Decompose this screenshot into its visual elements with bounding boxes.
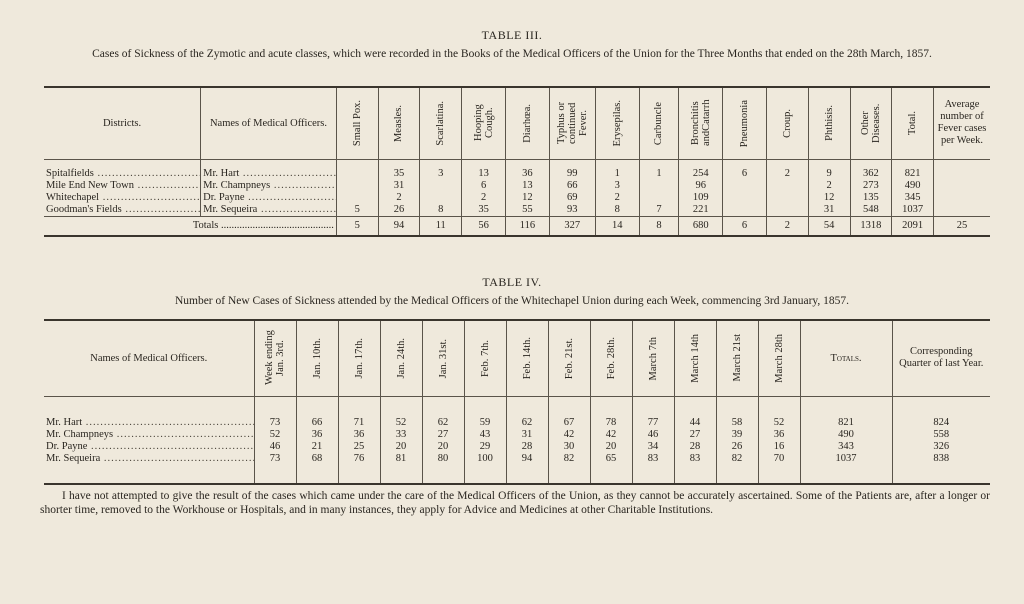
table-cell: 46 <box>254 441 296 453</box>
table-cell: 2 <box>595 192 639 204</box>
header-erysipelas: Erysepilas. <box>611 100 623 147</box>
table-cell: 55 <box>505 204 549 217</box>
table-cell: 81 <box>380 453 422 465</box>
table-cell: 20 <box>422 441 464 453</box>
table-cell: 66 <box>549 180 595 192</box>
table-cell: 2 <box>766 168 808 180</box>
table-row <box>44 204 990 217</box>
total-cell: 54 <box>808 216 850 236</box>
table-iii-header-row <box>44 87 990 159</box>
header-week: Feb. 7th. <box>479 339 491 377</box>
table-cell: 2 <box>808 180 850 192</box>
table-cell: 42 <box>590 429 632 441</box>
officer-name: Mr. Hart ..... <box>201 168 337 180</box>
header-diarrhoea: Diarhœa. <box>521 103 533 143</box>
table-cell: 26 <box>378 204 420 217</box>
table-cell: 16 <box>758 441 800 453</box>
total-cell: 8 <box>639 216 679 236</box>
table-cell: 6 <box>462 180 506 192</box>
table-cell: 1 <box>639 168 679 180</box>
header-week: Jan. 10th. <box>311 337 323 379</box>
table-cell: 65 <box>590 453 632 465</box>
table-cell: 25 <box>338 441 380 453</box>
table-cell: 558 <box>933 428 950 440</box>
table-row <box>44 429 990 441</box>
table-iv-header-row <box>44 320 990 396</box>
table-cell: 68 <box>296 453 338 465</box>
total-cell: 116 <box>505 216 549 236</box>
header-week: Jan. 31st. <box>437 338 449 378</box>
table-cell: 8 <box>595 204 639 217</box>
table-cell <box>336 168 378 180</box>
table-cell: 821 <box>892 168 934 180</box>
table-cell <box>934 168 990 180</box>
table-cell: 1 <box>595 168 639 180</box>
table-iii-caption: Cases of Sickness of the Zymotic and acute classes, which were recorded in the Books of the Medical Officers of the Union for the Three Months that ended on the 28th March, 1857. <box>92 48 932 60</box>
table-cell: 548 <box>850 204 892 217</box>
table-cell: 76 <box>338 453 380 465</box>
header-week: March 28th <box>773 333 785 383</box>
district-name: Goodman's Fields ..... <box>44 204 201 217</box>
officer-name: Dr. Payne ..... <box>44 441 254 453</box>
header-carbuncle: Carbuncle <box>653 101 665 145</box>
table-row <box>44 441 990 453</box>
header-small-pox: Small Pox. <box>351 100 363 147</box>
table-row <box>44 192 990 204</box>
total-cell: 11 <box>420 216 462 236</box>
table-cell: 52 <box>758 417 800 429</box>
total-cell: 1318 <box>850 216 892 236</box>
table-cell: 78 <box>590 417 632 429</box>
total-cell: 2 <box>766 216 808 236</box>
table-cell: 82 <box>548 453 590 465</box>
table-cell: 100 <box>464 453 506 465</box>
table-cell: 71 <box>338 417 380 429</box>
officer-name: Mr. Sequeira ..... <box>44 453 254 465</box>
header-week: Jan. 24th. <box>395 337 407 379</box>
table-row <box>44 168 990 180</box>
table-cell <box>934 204 990 217</box>
table-row <box>44 417 990 429</box>
header-week: March 14th <box>689 333 701 383</box>
table-cell: 69 <box>549 192 595 204</box>
table-cell <box>766 192 808 204</box>
table-cell: 34 <box>632 441 674 453</box>
table-cell: 39 <box>716 429 758 441</box>
table-cell: 12 <box>808 192 850 204</box>
table-cell: 67 <box>548 417 590 429</box>
table-cell: 31 <box>506 429 548 441</box>
total-cell: 680 <box>679 216 723 236</box>
header-typhus: Typhus or continued Fever. <box>555 102 589 145</box>
table-cell: 80 <box>422 453 464 465</box>
total-cell: 2091 <box>892 216 934 236</box>
table-cell <box>723 204 767 217</box>
header-week: Feb. 21st. <box>563 337 575 379</box>
header-totals: Totals. <box>800 320 892 396</box>
table-cell: 5 <box>336 204 378 217</box>
table-cell: 13 <box>462 168 506 180</box>
table-cell: 20 <box>590 441 632 453</box>
table-cell: 824 <box>933 416 950 428</box>
table-iii <box>44 86 990 237</box>
table-cell: 20 <box>380 441 422 453</box>
header-average-fever: Average number of Fever cases per Week. <box>934 87 990 159</box>
table-cell: 30 <box>548 441 590 453</box>
total-cell: 56 <box>462 216 506 236</box>
total-cell: 25 <box>934 216 990 236</box>
table-cell: 66 <box>296 417 338 429</box>
footnote: I have not attempted to give the result of the cases which came under the care of the Medical Officers of the Union, as they cannot be accurately ascertained. Some of the Patients are, after a longer or shorter time, removed to the Workhouse or Hospitals, and in many instances, they apply for Advice and Medicines at other Charitable Institutions. <box>40 490 990 516</box>
table-cell: 31 <box>808 204 850 217</box>
table-cell <box>639 180 679 192</box>
table-cell: 77 <box>632 417 674 429</box>
header-districts: Districts. <box>44 87 201 159</box>
table-cell: 2 <box>378 192 420 204</box>
header-scarlatina: Scarlatina. <box>435 100 447 146</box>
table-cell: 83 <box>632 453 674 465</box>
table-iii-title: TABLE III. <box>481 28 543 42</box>
table-cell: 43 <box>464 429 506 441</box>
table-cell: 343 <box>800 441 892 453</box>
table-cell: 273 <box>850 180 892 192</box>
table-iii-totals-row <box>44 216 990 236</box>
officer-name: Dr. Payne ..... <box>201 192 337 204</box>
header-total: Total. <box>907 111 919 136</box>
header-week: March 7th <box>647 336 659 380</box>
table-cell: 13 <box>505 180 549 192</box>
table-cell: 59 <box>464 417 506 429</box>
table-cell: 58 <box>716 417 758 429</box>
table-cell <box>420 192 462 204</box>
table-cell: 46 <box>632 429 674 441</box>
table-cell: 490 <box>800 429 892 441</box>
table-cell: 70 <box>758 453 800 465</box>
total-cell: 6 <box>723 216 767 236</box>
table-cell: 62 <box>506 417 548 429</box>
officer-name: Mr. Champneys ..... <box>201 180 337 192</box>
table-cell: 21 <box>296 441 338 453</box>
table-iv-title: TABLE IV. <box>482 275 542 289</box>
table-cell: 490 <box>892 180 934 192</box>
header-croup: Croup. <box>781 108 793 138</box>
table-cell: 36 <box>296 429 338 441</box>
table-cell: 82 <box>716 453 758 465</box>
header-hooping-cough: Hooping Cough. <box>472 104 495 142</box>
total-cell: 14 <box>595 216 639 236</box>
table-cell: 221 <box>679 204 723 217</box>
header-week: Feb. 14th. <box>521 337 533 380</box>
table-iv <box>44 319 990 485</box>
table-cell: 44 <box>674 417 716 429</box>
header-corresponding-quarter: Corresponding Quarter of last Year. <box>892 320 990 396</box>
header-week: March 21st <box>731 334 743 383</box>
header-week: Feb. 28th. <box>605 337 617 380</box>
table-cell: 1037 <box>892 204 934 217</box>
table-cell <box>336 192 378 204</box>
header-pneumonia: Pneumonia <box>739 99 751 147</box>
table-cell: 3 <box>595 180 639 192</box>
table-cell: 26 <box>716 441 758 453</box>
table-cell: 36 <box>758 429 800 441</box>
table-cell: 36 <box>338 429 380 441</box>
table-cell: 345 <box>892 192 934 204</box>
table-cell: 362 <box>850 168 892 180</box>
table-cell <box>934 180 990 192</box>
table-cell: 12 <box>505 192 549 204</box>
table-cell: 8 <box>420 204 462 217</box>
header-medical-officers: Names of Medical Officers. <box>44 320 254 396</box>
table-cell: 73 <box>254 453 296 465</box>
table-cell: 7 <box>639 204 679 217</box>
table-cell: 99 <box>549 168 595 180</box>
table-cell: 3 <box>420 168 462 180</box>
table-cell: 52 <box>254 429 296 441</box>
table-cell: 33 <box>380 429 422 441</box>
table-cell <box>639 192 679 204</box>
table-cell: 28 <box>506 441 548 453</box>
table-cell: 109 <box>679 192 723 204</box>
table-cell: 35 <box>378 168 420 180</box>
table-cell <box>336 180 378 192</box>
table-cell: 6 <box>723 168 767 180</box>
table-cell: 73 <box>254 417 296 429</box>
table-cell: 2 <box>462 192 506 204</box>
header-other-diseases: Other Diseases. <box>859 103 882 143</box>
table-cell <box>766 204 808 217</box>
officer-name: Mr. Champneys ..... <box>44 429 254 441</box>
table-cell: 62 <box>422 417 464 429</box>
table-cell <box>420 180 462 192</box>
header-phthisis: Phthisis. <box>823 105 835 142</box>
header-measles: Measles. <box>393 104 405 142</box>
table-cell: 94 <box>506 453 548 465</box>
table-cell: 52 <box>380 417 422 429</box>
district-name: Spitalfields ..... <box>44 168 201 180</box>
table-cell: 9 <box>808 168 850 180</box>
table-cell: 36 <box>505 168 549 180</box>
table-cell: 326 <box>933 440 950 452</box>
table-cell: 31 <box>378 180 420 192</box>
table-iv-caption: Number of New Cases of Sickness attended by the Medical Officers of the Whitechapel Union during each Week, commencing 3rd January, 1857. <box>174 295 850 307</box>
totals-label: Totals ........................................... <box>44 216 336 236</box>
table-row <box>44 180 990 192</box>
table-cell: 838 <box>933 452 950 464</box>
table-cell: 27 <box>422 429 464 441</box>
table-cell: 254 <box>679 168 723 180</box>
table-cell: 93 <box>549 204 595 217</box>
table-cell: 1037 <box>800 453 892 465</box>
table-cell: 821 <box>800 417 892 429</box>
table-cell: 83 <box>674 453 716 465</box>
header-bronchitis: Bronchitis andCatarrh <box>689 99 712 147</box>
total-cell: 94 <box>378 216 420 236</box>
table-cell <box>723 180 767 192</box>
total-cell: 5 <box>336 216 378 236</box>
table-cell <box>766 180 808 192</box>
table-cell: 35 <box>462 204 506 217</box>
total-cell: 327 <box>549 216 595 236</box>
table-cell: 42 <box>548 429 590 441</box>
district-name: Whitechapel ..... <box>44 192 201 204</box>
table-cell: 27 <box>674 429 716 441</box>
table-cell: 28 <box>674 441 716 453</box>
table-cell: 96 <box>679 180 723 192</box>
table-cell: 29 <box>464 441 506 453</box>
header-week-ending: Week ending Jan. 3rd. <box>264 330 286 386</box>
table-cell <box>934 192 990 204</box>
table-cell <box>723 192 767 204</box>
table-row <box>44 453 990 465</box>
header-week: Jan. 17th. <box>353 337 365 379</box>
header-medical-officers: Names of Medical Officers. <box>201 87 337 159</box>
officer-name: Mr. Hart ..... <box>44 417 254 429</box>
district-name: Mile End New Town ..... <box>44 180 201 192</box>
officer-name: Mr. Sequeira ..... <box>201 204 337 217</box>
table-cell: 135 <box>850 192 892 204</box>
